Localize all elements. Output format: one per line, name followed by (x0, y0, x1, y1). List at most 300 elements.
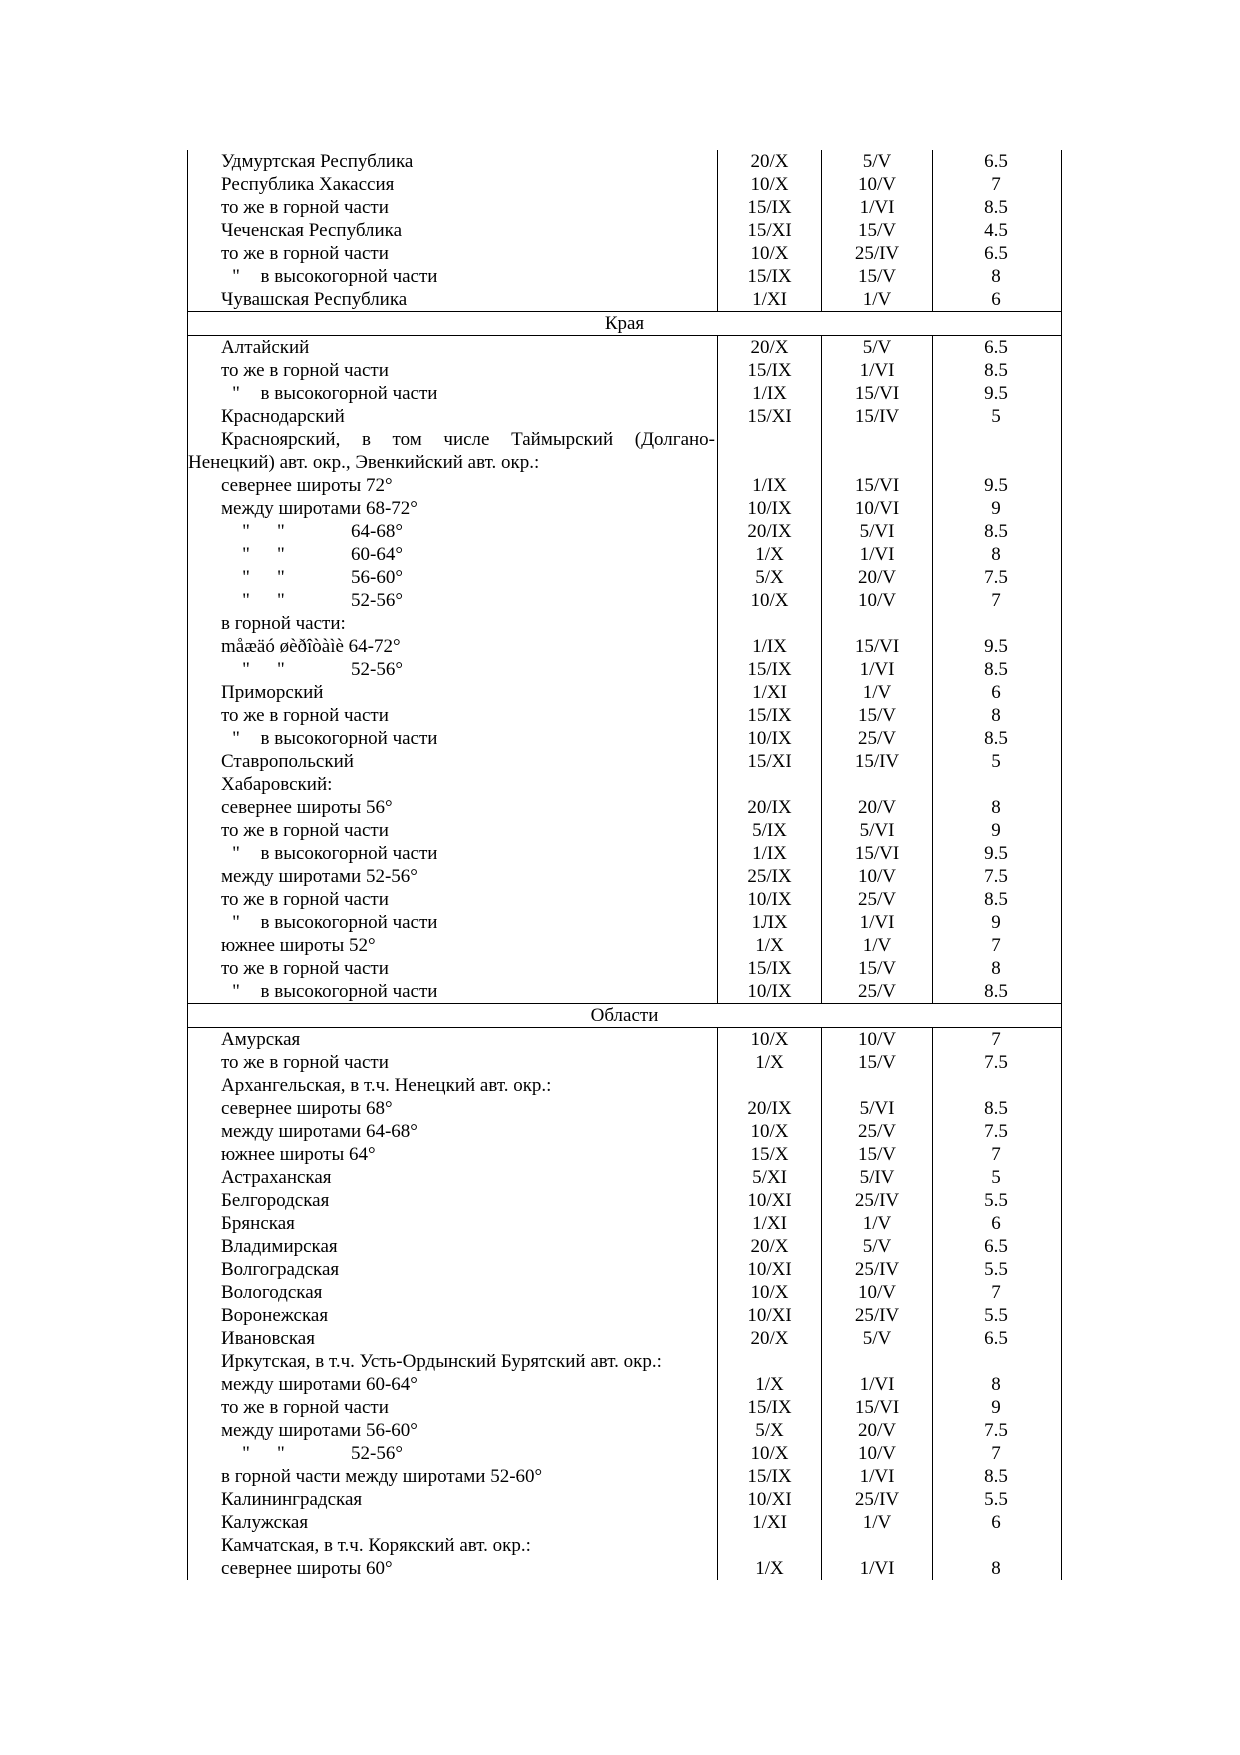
row-name-cell (188, 150, 718, 173)
row-name-cell (188, 888, 718, 911)
value-cell: 5 (991, 1167, 1001, 1188)
row-name-cell (188, 658, 718, 681)
row-name-cell (188, 819, 718, 842)
row-label: то же в горной части (221, 1397, 389, 1418)
table-row (188, 1051, 1061, 1074)
end-date-cell: 10/V (822, 1028, 933, 1051)
end-date-cell: 10/V (822, 589, 933, 612)
end-date-cell: 15/VI (822, 1396, 933, 1419)
start-date-cell: 10/X (718, 1281, 822, 1304)
row-label: Чеченская Республика (221, 220, 403, 241)
row-label: то же в горной части (221, 889, 389, 910)
end-date-cell: 15/IV (822, 405, 933, 428)
ditto-mark: " (277, 1443, 285, 1464)
value-cell: 8 (991, 1558, 1001, 1579)
row-label: Ставропольский (221, 751, 354, 772)
value-cell: 6.5 (984, 337, 1008, 358)
row-name-cell (188, 1534, 718, 1557)
ditto-mark: " (277, 659, 285, 680)
ditto-mark: " (232, 912, 240, 933)
start-date-cell: 20/X (718, 150, 822, 173)
table-row (188, 359, 1061, 382)
end-date-cell: 15/VI (822, 382, 933, 405)
row-name-cell (188, 681, 718, 704)
start-date-cell: 5/XI (718, 1166, 822, 1189)
end-date-cell: 10/V (822, 1281, 933, 1304)
row-name-cell (188, 750, 718, 773)
value-cell: 9 (991, 498, 1001, 519)
value-cell: 6.5 (984, 1236, 1008, 1257)
row-label: между широтами 56-60° (221, 1420, 418, 1441)
start-date-cell: 10/XI (718, 1488, 822, 1511)
section-header-kraya: Края (188, 311, 1061, 336)
end-date-cell: 25/IV (822, 1258, 933, 1281)
start-date-cell: 20/X (718, 1235, 822, 1258)
row-label: в высокогорной части (260, 981, 438, 1002)
row-name-cell (188, 288, 718, 311)
row-label: в высокогорной части (260, 728, 438, 749)
ditto-mark: " (242, 521, 250, 542)
row-label: Брянская (221, 1213, 295, 1234)
table-row (188, 543, 1061, 566)
value-cell: 8 (991, 266, 1001, 287)
start-date-cell: 15/XI (718, 405, 822, 428)
table-row (188, 911, 1061, 934)
value-cell: 7.5 (984, 1121, 1008, 1142)
end-date-cell: 10/V (822, 865, 933, 888)
end-date-cell: 20/V (822, 566, 933, 589)
end-date-cell: 15/V (822, 219, 933, 242)
ditto-mark: " (277, 521, 285, 542)
start-date-cell (718, 1534, 822, 1557)
ditto-mark: " (232, 843, 240, 864)
end-date-cell: 15/V (822, 957, 933, 980)
start-date-cell: 15/IX (718, 658, 822, 681)
end-date-cell: 5/V (822, 1327, 933, 1350)
value-cell: 8.5 (984, 521, 1008, 542)
table-row (188, 219, 1061, 242)
row-name-cell (188, 242, 718, 265)
start-date-cell: 1/IX (718, 842, 822, 865)
start-date-cell: 10/X (718, 1442, 822, 1465)
end-date-cell: 1/VI (822, 359, 933, 382)
value-cell (933, 773, 1059, 796)
end-date-cell (822, 1534, 933, 1557)
row-name-cell (188, 219, 718, 242)
value-cell: 7 (991, 1443, 1001, 1464)
start-date-cell: 1/X (718, 543, 822, 566)
end-date-cell (822, 612, 933, 635)
value-cell: 9.5 (984, 383, 1008, 404)
value-cell: 7 (991, 1282, 1001, 1303)
start-date-cell: 15/IX (718, 1465, 822, 1488)
end-date-cell: 5/V (822, 150, 933, 173)
start-date-cell: 15/XI (718, 219, 822, 242)
row-label: севернее широты 60° (221, 1558, 393, 1579)
row-label: måæäó øèðîòàìè 64-72° (221, 636, 401, 657)
table-row (188, 1350, 1061, 1373)
row-label: Краснодарский (221, 406, 345, 427)
ditto-mark: " (242, 567, 250, 588)
start-date-cell: 20/X (718, 336, 822, 359)
ditto-mark: " (242, 590, 250, 611)
table-row (188, 819, 1061, 842)
table-row (188, 1120, 1061, 1143)
start-date-cell: 1/XI (718, 1212, 822, 1235)
start-date-cell: 15/X (718, 1143, 822, 1166)
oblasti-rows (188, 1028, 1061, 1580)
table-row (188, 265, 1061, 288)
row-label: 56-60° (351, 567, 403, 588)
table-row (188, 150, 1061, 173)
table-row (188, 1511, 1061, 1534)
row-label: 60-64° (351, 544, 403, 565)
row-label: севернее широты 68° (221, 1098, 393, 1119)
republics-rows (188, 150, 1061, 311)
start-date-cell: 10/XI (718, 1258, 822, 1281)
row-name-cell (188, 727, 718, 750)
row-name-cell (188, 865, 718, 888)
end-date-cell (822, 1074, 933, 1097)
table-row (188, 1304, 1061, 1327)
table-row (188, 704, 1061, 727)
row-name-cell (188, 359, 718, 382)
row-label: Удмуртская Республика (221, 151, 414, 172)
end-date-cell: 15/VI (822, 635, 933, 658)
value-cell (933, 428, 1059, 474)
start-date-cell: 10/IX (718, 980, 822, 1003)
start-date-cell (718, 1350, 822, 1373)
row-label: Астраханская (221, 1167, 332, 1188)
row-label: в высокогорной части (260, 266, 438, 287)
table-row (188, 934, 1061, 957)
table-row (188, 1097, 1061, 1120)
start-date-cell: 10/IX (718, 888, 822, 911)
row-label: Камчатская, в т.ч. Корякский авт. окр.: (221, 1535, 531, 1556)
row-name-cell (188, 1557, 718, 1580)
row-label: Амурская (221, 1029, 301, 1050)
value-cell: 9 (991, 1397, 1001, 1418)
start-date-cell: 1/IX (718, 382, 822, 405)
table-row (188, 1258, 1061, 1281)
start-date-cell: 1/X (718, 934, 822, 957)
value-cell: 8 (991, 1374, 1001, 1395)
table-row (188, 1488, 1061, 1511)
row-label: в горной части: (221, 613, 346, 634)
table-row (188, 336, 1061, 359)
value-cell: 7.5 (984, 1052, 1008, 1073)
value-cell: 8.5 (984, 889, 1008, 910)
ditto-mark: " (277, 544, 285, 565)
table-row (188, 589, 1061, 612)
value-cell: 6 (991, 1213, 1001, 1234)
row-label: Воронежская (221, 1305, 329, 1326)
row-name-cell (188, 405, 718, 428)
table-row (188, 1281, 1061, 1304)
table-row (188, 865, 1061, 888)
start-date-cell: 10/XI (718, 1189, 822, 1212)
value-cell: 5.5 (984, 1190, 1008, 1211)
table-row (188, 173, 1061, 196)
value-cell: 6 (991, 289, 1001, 310)
end-date-cell: 15/IV (822, 750, 933, 773)
end-date-cell: 1/VI (822, 658, 933, 681)
row-name-cell (188, 911, 718, 934)
value-cell: 8.5 (984, 659, 1008, 680)
value-cell: 6.5 (984, 243, 1008, 264)
end-date-cell: 1/V (822, 1212, 933, 1235)
row-label: между широтами 60-64° (221, 1374, 418, 1395)
row-name-cell (188, 1350, 718, 1373)
row-label: Хабаровский: (221, 774, 333, 795)
table-row (188, 474, 1061, 497)
row-label: то же в горной части (221, 705, 389, 726)
row-name-cell (188, 1143, 718, 1166)
row-label: между широтами 68-72° (221, 498, 418, 519)
start-date-cell: 1ЛХ (718, 911, 822, 934)
end-date-cell: 25/V (822, 888, 933, 911)
end-date-cell: 10/V (822, 1442, 933, 1465)
value-cell: 8.5 (984, 360, 1008, 381)
value-cell: 8 (991, 544, 1001, 565)
table-row (188, 1028, 1061, 1051)
end-date-cell: 1/VI (822, 543, 933, 566)
value-cell: 7 (991, 1029, 1001, 1050)
start-date-cell: 15/IX (718, 359, 822, 382)
start-date-cell: 20/X (718, 1327, 822, 1350)
row-label: южнее широты 52° (221, 935, 376, 956)
table-row (188, 1465, 1061, 1488)
row-name-cell (188, 1097, 718, 1120)
start-date-cell (718, 1074, 822, 1097)
end-date-cell: 1/VI (822, 1465, 933, 1488)
table-row (188, 1327, 1061, 1350)
end-date-cell: 20/V (822, 1419, 933, 1442)
ditto-mark: " (242, 544, 250, 565)
table-row (188, 750, 1061, 773)
row-label: то же в горной части (221, 360, 389, 381)
table-row (188, 681, 1061, 704)
value-cell: 7 (991, 1144, 1001, 1165)
table-row (188, 196, 1061, 219)
value-cell (933, 1350, 1059, 1373)
section-header-oblasti: Области (188, 1003, 1061, 1028)
start-date-cell: 1/XI (718, 288, 822, 311)
end-date-cell: 1/VI (822, 1557, 933, 1580)
row-name-cell (188, 635, 718, 658)
value-cell: 9 (991, 820, 1001, 841)
start-date-cell: 15/IX (718, 196, 822, 219)
table-row (188, 382, 1061, 405)
value-cell: 5.5 (984, 1305, 1008, 1326)
table-row (188, 1143, 1061, 1166)
value-cell: 8.5 (984, 981, 1008, 1002)
row-label: Алтайский (221, 337, 310, 358)
start-date-cell: 10/IX (718, 497, 822, 520)
end-date-cell: 1/VI (822, 196, 933, 219)
row-label: 64-68° (351, 521, 403, 542)
table-row (188, 1074, 1061, 1097)
end-date-cell: 1/V (822, 934, 933, 957)
value-cell: 8.5 (984, 197, 1008, 218)
value-cell: 5 (991, 406, 1001, 427)
value-cell: 9.5 (984, 843, 1008, 864)
end-date-cell: 15/V (822, 1143, 933, 1166)
row-name-cell (188, 1419, 718, 1442)
value-cell: 7 (991, 590, 1001, 611)
table-row (188, 405, 1061, 428)
start-date-cell: 15/IX (718, 704, 822, 727)
row-name-cell (188, 543, 718, 566)
end-date-cell: 25/V (822, 1120, 933, 1143)
row-label: то же в горной части (221, 958, 389, 979)
row-name-cell (188, 520, 718, 543)
start-date-cell: 20/IX (718, 520, 822, 543)
start-date-cell: 5/IX (718, 819, 822, 842)
row-name-cell (188, 1396, 718, 1419)
row-name-cell (188, 1120, 718, 1143)
end-date-cell: 25/V (822, 727, 933, 750)
value-cell: 8.5 (984, 728, 1008, 749)
table-row (188, 612, 1061, 635)
row-name-cell (188, 1373, 718, 1396)
end-date-cell: 10/VI (822, 497, 933, 520)
end-date-cell: 1/V (822, 681, 933, 704)
end-date-cell: 15/V (822, 1051, 933, 1074)
value-cell: 9 (991, 912, 1001, 933)
row-label: Республика Хакассия (221, 174, 395, 195)
start-date-cell: 25/IX (718, 865, 822, 888)
table-row (188, 288, 1061, 311)
table-row (188, 888, 1061, 911)
end-date-cell: 5/V (822, 1235, 933, 1258)
row-label: в высокогорной части (260, 912, 438, 933)
row-label: то же в горной части (221, 1052, 389, 1073)
row-name-cell (188, 1235, 718, 1258)
row-name-cell (188, 173, 718, 196)
end-date-cell: 15/VI (822, 842, 933, 865)
row-name-cell (188, 980, 718, 1003)
row-label: Красноярский, в том числе Таймырский (Долгано-Ненецкий) авт. окр., Эвенкийский авт. окр.: (188, 429, 715, 473)
start-date-cell: 15/XI (718, 750, 822, 773)
row-label: в высокогорной части (260, 843, 438, 864)
value-cell: 6.5 (984, 1328, 1008, 1349)
start-date-cell: 10/X (718, 589, 822, 612)
value-cell: 8.5 (984, 1098, 1008, 1119)
start-date-cell: 15/IX (718, 957, 822, 980)
start-date-cell: 10/X (718, 242, 822, 265)
start-date-cell: 1/IX (718, 635, 822, 658)
value-cell: 9.5 (984, 636, 1008, 657)
row-name-cell (188, 1465, 718, 1488)
value-cell: 6.5 (984, 151, 1008, 172)
value-cell: 8 (991, 705, 1001, 726)
end-date-cell: 5/IV (822, 1166, 933, 1189)
end-date-cell: 10/V (822, 173, 933, 196)
row-name-cell (188, 265, 718, 288)
value-cell: 5.5 (984, 1489, 1008, 1510)
start-date-cell: 1/X (718, 1557, 822, 1580)
row-label: то же в горной части (221, 820, 389, 841)
row-name-cell (188, 1327, 718, 1350)
table-row (188, 658, 1061, 681)
row-label: Вологодская (221, 1282, 323, 1303)
end-date-cell: 5/VI (822, 819, 933, 842)
start-date-cell: 10/XI (718, 1304, 822, 1327)
start-date-cell: 15/IX (718, 1396, 822, 1419)
row-name-cell (188, 1511, 718, 1534)
row-name-cell (188, 1281, 718, 1304)
row-label: севернее широты 56° (221, 797, 393, 818)
table-row (188, 1166, 1061, 1189)
table-row (188, 635, 1061, 658)
row-name-cell (188, 589, 718, 612)
row-name-cell (188, 336, 718, 359)
value-cell: 7 (991, 935, 1001, 956)
value-cell: 6 (991, 682, 1001, 703)
data-table (187, 150, 1062, 1580)
start-date-cell: 10/IX (718, 727, 822, 750)
table-row (188, 520, 1061, 543)
end-date-cell: 15/VI (822, 474, 933, 497)
row-name-cell (188, 566, 718, 589)
start-date-cell (718, 773, 822, 796)
end-date-cell: 1/VI (822, 1373, 933, 1396)
row-name-cell (188, 1028, 718, 1051)
start-date-cell: 1/XI (718, 681, 822, 704)
table-row (188, 957, 1061, 980)
start-date-cell: 5/X (718, 566, 822, 589)
ditto-mark: " (277, 590, 285, 611)
table-row (188, 497, 1061, 520)
table-row (188, 242, 1061, 265)
value-cell: 7.5 (984, 567, 1008, 588)
row-label: в горной части между широтами 52-60° (221, 1466, 543, 1487)
table-row (188, 1534, 1061, 1557)
table-row (188, 1235, 1061, 1258)
row-name-cell (188, 1074, 718, 1097)
ditto-mark: " (232, 981, 240, 1002)
start-date-cell: 1/IX (718, 474, 822, 497)
value-cell: 8 (991, 958, 1001, 979)
start-date-cell: 10/X (718, 1028, 822, 1051)
value-cell: 8 (991, 797, 1001, 818)
row-name-cell (188, 957, 718, 980)
row-name-cell (188, 474, 718, 497)
end-date-cell: 25/IV (822, 1189, 933, 1212)
row-label: между широтами 52-56° (221, 866, 418, 887)
start-date-cell: 20/IX (718, 796, 822, 819)
row-label: Калужская (221, 1512, 309, 1533)
table-row (188, 1396, 1061, 1419)
end-date-cell: 5/VI (822, 520, 933, 543)
row-label: то же в горной части (221, 197, 389, 218)
row-label: между широтами 64-68° (221, 1121, 418, 1142)
table-row (188, 428, 1061, 474)
start-date-cell (718, 612, 822, 635)
table-row (188, 1557, 1061, 1580)
row-label: Волгоградская (221, 1259, 340, 1280)
table-row (188, 727, 1061, 750)
row-label: севернее широты 72° (221, 475, 393, 496)
value-cell: 7 (991, 174, 1001, 195)
row-name-cell (188, 704, 718, 727)
end-date-cell (822, 773, 933, 796)
value-cell (933, 1074, 1059, 1097)
end-date-cell (822, 428, 933, 474)
row-label: Калининградская (221, 1489, 363, 1510)
ditto-mark: " (242, 659, 250, 680)
